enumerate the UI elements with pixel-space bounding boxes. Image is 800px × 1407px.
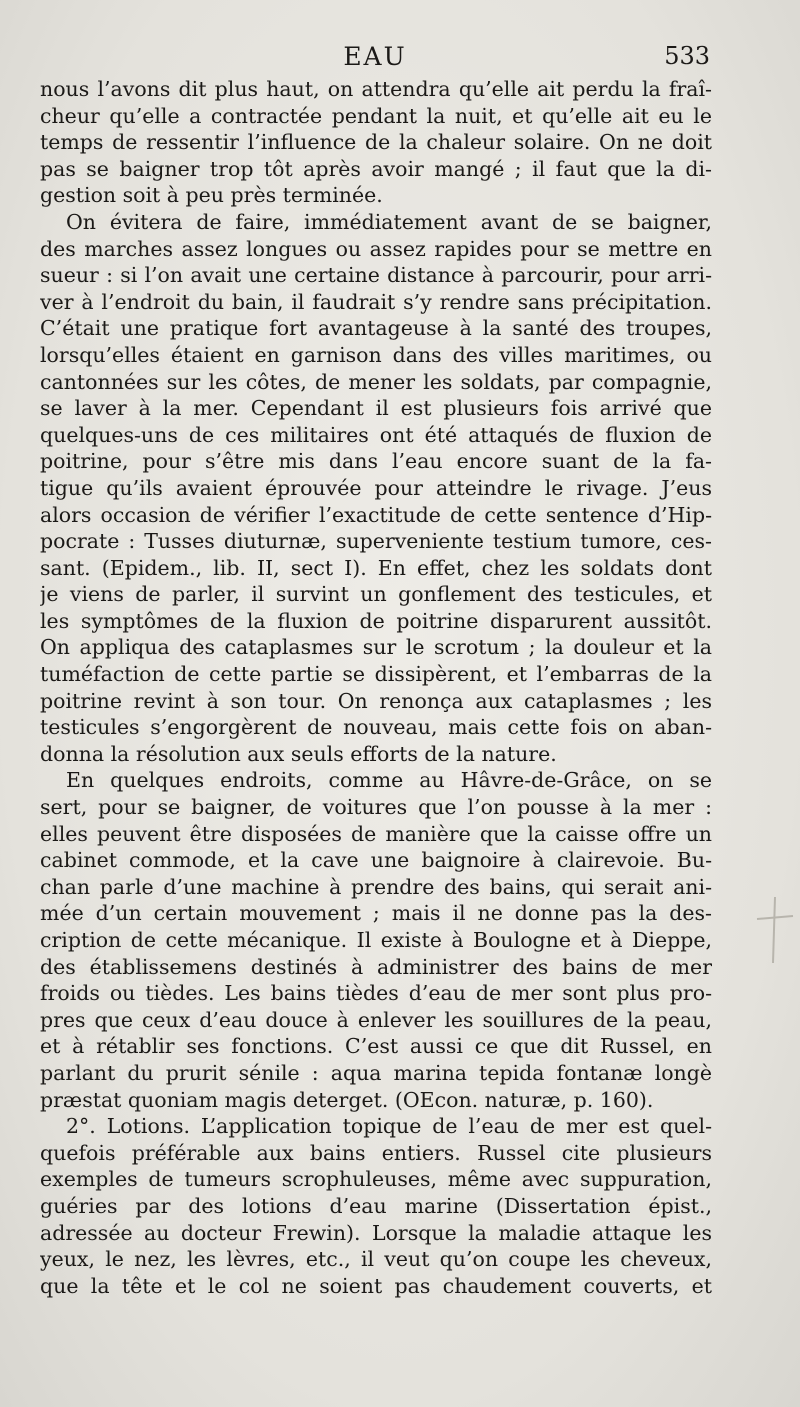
text-line: pres que ceux d’eau douce à enlever les souillures de la peau,	[40, 1007, 712, 1032]
body-text	[40, 76, 712, 1299]
text-line: On appliqua des cataplasmes sur le scrotum ; la douleur et la	[40, 635, 712, 660]
text-line: pocrate : Tusses diuturnæ, superveniente testium tumore, ces-	[40, 529, 712, 554]
page-number: 533	[664, 42, 710, 70]
text-line: quelques-uns de ces militaires ont été attaqués de fluxion de	[40, 422, 712, 447]
text-line: C’était une pratique fort avantageuse à la santé des troupes,	[40, 316, 712, 341]
text-line: sueur : si l’on avait une certaine distance à parcourir, pour arri-	[40, 263, 712, 288]
text-line: cription de cette mécanique. Il existe à Boulogne et à Dieppe,	[40, 928, 712, 952]
text-line: gestion soit à peu près terminée.	[40, 183, 383, 208]
text-line: adressée au docteur Frewin). Lorsque la maladie attaque les	[40, 1220, 712, 1245]
text-line: sant. (Epidem., lib. II, sect I). En effet, chez les soldats dont	[40, 555, 712, 580]
text-line: poitrine revint à son tour. On renonça aux cataplasmes ; les	[40, 688, 712, 713]
text-line: On évitera de faire, immédiatement avant de se baigner,	[66, 209, 712, 234]
text-line: cantonnées sur les côtes, de mener les soldats, par compagnie,	[40, 369, 712, 394]
text-line: yeux, le nez, les lèvres, etc., il veut qu’on coupe les cheveux,	[40, 1247, 712, 1272]
page-header	[40, 42, 710, 74]
text-line: cheur qu’elle a contractée pendant la nuit, et qu’elle ait eu le	[40, 103, 712, 128]
text-line: En quelques endroits, comme au Hâvre-de-Grâce, on se	[66, 768, 712, 793]
text-line: tigue qu’ils avaient éprouvée pour atteindre le rivage. J’eus	[40, 475, 712, 500]
text-line: froids ou tièdes. Les bains tièdes d’eau de mer sont plus pro-	[40, 981, 712, 1006]
text-line: temps de ressentir l’influence de la chaleur solaire. On ne doit	[40, 130, 712, 155]
text-line: des établissemens destinés à administrer des bains de mer	[40, 954, 712, 979]
text-line: ver à l’endroit du bain, il faudrait s’y rendre sans précipitation.	[40, 289, 712, 314]
running-head: EAU	[343, 42, 407, 71]
text-line: 2°. Lotions. L’application topique de l’eau de mer est quel-	[66, 1114, 712, 1139]
text-line: alors occasion de vérifier l’exactitude de cette sentence d’Hip-	[40, 502, 712, 527]
text-line: parlant du prurit sénile : aqua marina tepida fontanæ longè	[40, 1060, 712, 1085]
text-line: des marches assez longues ou assez rapides pour se mettre en	[40, 236, 712, 261]
text-line: elles peuvent être disposées de manière que la caisse offre un	[40, 821, 712, 846]
text-line: et à rétablir ses fonctions. C’est aussi ce que dit Russel, en	[40, 1034, 712, 1059]
text-line: je viens de parler, il survint un gonflement des testicules, et	[40, 582, 712, 607]
text-line: se laver à la mer. Cependant il est plusieurs fois arrivé que	[40, 396, 712, 421]
text-line: sert, pour se baigner, de voitures que l’on pousse à la mer :	[40, 795, 712, 820]
margin-pencil-mark	[755, 895, 795, 965]
text-line: præstat quoniam magis deterget. (OEcon. naturæ, p. 160).	[40, 1087, 654, 1112]
text-line: cabinet commode, et la cave une baignoire à clairevoie. Bu-	[40, 848, 712, 873]
text-line: guéries par des lotions d’eau marine (Dissertation épist.,	[40, 1193, 712, 1218]
text-line: lorsqu’elles étaient en garnison dans des villes maritimes, ou	[40, 342, 712, 367]
text-line: quefois préférable aux bains entiers. Russel cite plusieurs	[40, 1140, 712, 1165]
text-line: que la tête et le col ne soient pas chaudement couverts, et	[40, 1273, 712, 1298]
text-line: donna la résolution aux seuls efforts de la nature.	[40, 741, 557, 766]
text-line: poitrine, pour s’être mis dans l’eau encore suant de la fa-	[40, 449, 712, 474]
text-line: testicules s’engorgèrent de nouveau, mais cette fois on aban-	[40, 715, 712, 740]
text-line: exemples de tumeurs scrophuleuses, même avec suppuration,	[40, 1167, 712, 1192]
text-line: tuméfaction de cette partie se dissipèrent, et l’embarras de la	[40, 662, 712, 687]
text-line: chan parle d’une machine à prendre des bains, qui serait ani-	[40, 874, 712, 899]
text-line: pas se baigner trop tôt après avoir mangé ; il faut que la di-	[40, 156, 712, 181]
text-line: les symptômes de la fluxion de poitrine disparurent aussitôt.	[40, 608, 712, 633]
text-line: mée d’un certain mouvement ; mais il ne donne pas la des-	[40, 901, 712, 926]
text-line: nous l’avons dit plus haut, on attendra qu’elle ait perdu la fraî-	[40, 77, 712, 101]
